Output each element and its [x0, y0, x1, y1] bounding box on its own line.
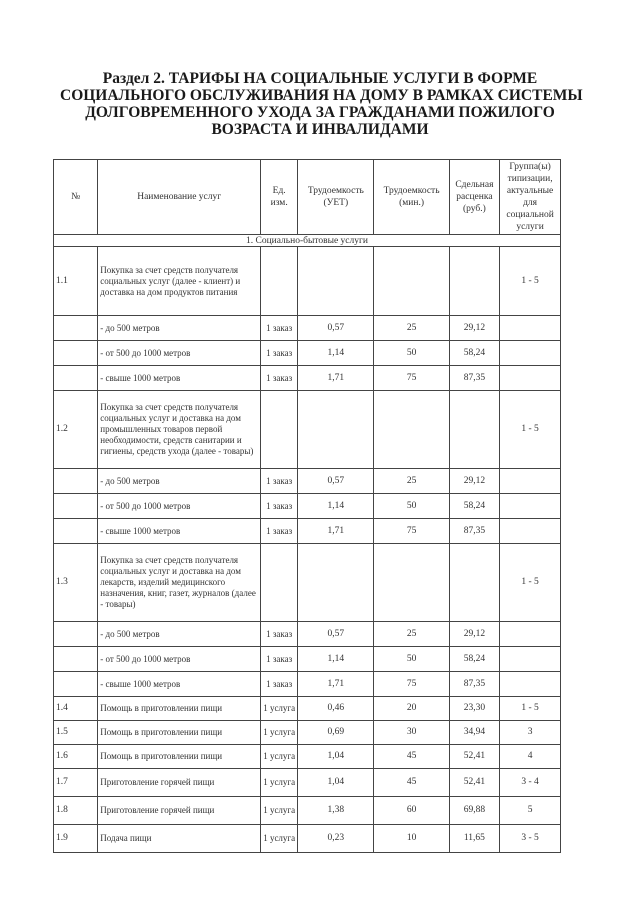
minutes-cell: 25 [374, 316, 449, 341]
price-cell: 58,24 [449, 494, 499, 519]
table-row [54, 647, 561, 672]
minutes-cell [374, 247, 449, 316]
section-row [54, 235, 561, 247]
table-row [54, 797, 561, 825]
price-cell: 52,41 [449, 745, 499, 769]
table-row [54, 622, 561, 647]
row-number: 1.6 [54, 745, 98, 769]
unit-cell: 1 заказ [261, 519, 298, 544]
row-number [54, 519, 98, 544]
tariff-table [53, 159, 561, 853]
row-number: 1.7 [54, 769, 98, 797]
uet-cell: 1,71 [298, 672, 374, 697]
row-number: 1.5 [54, 721, 98, 745]
table-row [54, 494, 561, 519]
unit-cell [261, 247, 298, 316]
table-row [54, 519, 561, 544]
uet-cell: 0,57 [298, 316, 374, 341]
unit-cell: 1 услуга [261, 769, 298, 797]
service-name: - свыше 1000 метров [98, 519, 261, 544]
service-name: - от 500 до 1000 метров [98, 647, 261, 672]
row-number [54, 341, 98, 366]
row-number: 1.1 [54, 247, 98, 316]
price-cell [449, 247, 499, 316]
table-row [54, 469, 561, 494]
minutes-cell: 25 [374, 469, 449, 494]
price-cell: 11,65 [449, 825, 499, 853]
unit-cell: 1 заказ [261, 622, 298, 647]
group-cell [500, 469, 561, 494]
price-cell: 69,88 [449, 797, 499, 825]
service-name: Покупка за счет средств получателя социальных услуг (далее - клиент) и доставка на дом продуктов питания [98, 247, 261, 316]
row-number [54, 672, 98, 697]
uet-cell [298, 391, 374, 469]
service-name: Приготовление горячей пищи [98, 797, 261, 825]
unit-cell: 1 заказ [261, 672, 298, 697]
header-minutes: Трудоемкость (мин.) [374, 160, 449, 235]
group-cell [500, 672, 561, 697]
uet-cell [298, 247, 374, 316]
price-cell: 23,30 [449, 697, 499, 721]
minutes-cell: 20 [374, 697, 449, 721]
group-cell: 3 - 5 [500, 825, 561, 853]
minutes-cell: 25 [374, 622, 449, 647]
unit-cell [261, 391, 298, 469]
uet-cell: 1,71 [298, 366, 374, 391]
price-cell [449, 391, 499, 469]
table-row [54, 697, 561, 721]
minutes-cell [374, 544, 449, 622]
group-cell: 1 - 5 [500, 391, 561, 469]
header-unit: Ед. изм. [261, 160, 298, 235]
uet-cell: 1,04 [298, 745, 374, 769]
service-name: Покупка за счет средств получателя социальных услуг и доставка на дом промышленных товаров первой необходимости, средств санитарии и гигиены, средств ухода (далее - товары) [98, 391, 261, 469]
page-title [60, 70, 583, 138]
minutes-cell: 50 [374, 341, 449, 366]
table-row [54, 391, 561, 469]
price-cell: 29,12 [449, 622, 499, 647]
unit-cell [261, 544, 298, 622]
unit-cell: 1 услуга [261, 745, 298, 769]
service-name: - от 500 до 1000 метров [98, 341, 261, 366]
unit-cell: 1 услуга [261, 797, 298, 825]
group-cell: 3 - 4 [500, 769, 561, 797]
unit-cell: 1 услуга [261, 697, 298, 721]
row-number [54, 469, 98, 494]
uet-cell: 0,57 [298, 622, 374, 647]
header-name: Наименование услуг [98, 160, 261, 235]
price-cell [449, 544, 499, 622]
row-number: 1.9 [54, 825, 98, 853]
group-cell: 1 - 5 [500, 247, 561, 316]
group-cell [500, 366, 561, 391]
row-number: 1.3 [54, 544, 98, 622]
price-cell: 58,24 [449, 341, 499, 366]
minutes-cell: 75 [374, 366, 449, 391]
row-number [54, 622, 98, 647]
minutes-cell: 45 [374, 745, 449, 769]
minutes-cell: 45 [374, 769, 449, 797]
uet-cell: 1,04 [298, 769, 374, 797]
group-cell [500, 494, 561, 519]
uet-cell: 1,71 [298, 519, 374, 544]
row-number: 1.8 [54, 797, 98, 825]
unit-cell: 1 заказ [261, 469, 298, 494]
service-name: Помощь в приготовлении пищи [98, 721, 261, 745]
minutes-cell: 75 [374, 519, 449, 544]
price-cell: 29,12 [449, 469, 499, 494]
title-line: СОЦИАЛЬНОГО ОБСЛУЖИВАНИЯ НА ДОМУ В РАМКАХ СИСТЕМЫ [60, 87, 583, 104]
section-title: 1. Социально-бытовые услуги [54, 235, 561, 247]
minutes-cell: 30 [374, 721, 449, 745]
uet-cell: 0,23 [298, 825, 374, 853]
group-cell: 5 [500, 797, 561, 825]
group-cell: 4 [500, 745, 561, 769]
title-line: ВОЗРАСТА И ИНВАЛИДАМИ [211, 121, 429, 138]
header-uet: Трудоемкость (УЕТ) [298, 160, 374, 235]
title-line: ДОЛГОВРЕМЕННОГО УХОДА ЗА ГРАЖДАНАМИ ПОЖИЛОГО [85, 104, 555, 121]
service-name: - свыше 1000 метров [98, 366, 261, 391]
service-name: Помощь в приготовлении пищи [98, 697, 261, 721]
uet-cell: 1,14 [298, 494, 374, 519]
price-cell: 58,24 [449, 647, 499, 672]
header-price: Сдельная расценка (руб.) [449, 160, 499, 235]
uet-cell: 0,57 [298, 469, 374, 494]
group-cell: 3 [500, 721, 561, 745]
table-row [54, 721, 561, 745]
row-number [54, 494, 98, 519]
minutes-cell: 50 [374, 494, 449, 519]
minutes-cell: 60 [374, 797, 449, 825]
unit-cell: 1 услуга [261, 721, 298, 745]
price-cell: 52,41 [449, 769, 499, 797]
uet-cell: 0,46 [298, 697, 374, 721]
price-cell: 34,94 [449, 721, 499, 745]
uet-cell: 1,14 [298, 341, 374, 366]
table-row [54, 316, 561, 341]
unit-cell: 1 заказ [261, 647, 298, 672]
table-row [54, 544, 561, 622]
table-row [54, 366, 561, 391]
table-row [54, 825, 561, 853]
table-row [54, 247, 561, 316]
unit-cell: 1 заказ [261, 494, 298, 519]
table-row [54, 745, 561, 769]
table-header-row [54, 160, 561, 235]
header-num: № [54, 160, 98, 235]
price-cell: 29,12 [449, 316, 499, 341]
group-cell [500, 341, 561, 366]
header-group: Группа(ы) типизации, актуальные для социальной услуги [500, 160, 561, 235]
group-cell: 1 - 5 [500, 544, 561, 622]
uet-cell: 1,38 [298, 797, 374, 825]
table-row [54, 769, 561, 797]
service-name: Помощь в приготовлении пищи [98, 745, 261, 769]
service-name: - свыше 1000 метров [98, 672, 261, 697]
service-name: Покупка за счет средств получателя социальных услуг и доставка на дом лекарств, изделий медицинского назначения, книг, газет, журналов (далее - товары) [98, 544, 261, 622]
service-name: Подача пищи [98, 825, 261, 853]
price-cell: 87,35 [449, 672, 499, 697]
service-name: - до 500 метров [98, 469, 261, 494]
minutes-cell [374, 391, 449, 469]
service-name: - до 500 метров [98, 316, 261, 341]
minutes-cell: 75 [374, 672, 449, 697]
group-cell [500, 622, 561, 647]
minutes-cell: 50 [374, 647, 449, 672]
service-name: - от 500 до 1000 метров [98, 494, 261, 519]
title-line: Раздел 2. ТАРИФЫ НА СОЦИАЛЬНЫЕ УСЛУГИ В ФОРМЕ [102, 70, 538, 87]
uet-cell: 1,14 [298, 647, 374, 672]
row-number: 1.2 [54, 391, 98, 469]
table-row [54, 672, 561, 697]
row-number: 1.4 [54, 697, 98, 721]
row-number [54, 316, 98, 341]
group-cell: 1 - 5 [500, 697, 561, 721]
uet-cell [298, 544, 374, 622]
price-cell: 87,35 [449, 366, 499, 391]
unit-cell: 1 заказ [261, 316, 298, 341]
unit-cell: 1 услуга [261, 825, 298, 853]
minutes-cell: 10 [374, 825, 449, 853]
group-cell [500, 316, 561, 341]
price-cell: 87,35 [449, 519, 499, 544]
group-cell [500, 519, 561, 544]
row-number [54, 647, 98, 672]
unit-cell: 1 заказ [261, 366, 298, 391]
uet-cell: 0,69 [298, 721, 374, 745]
unit-cell: 1 заказ [261, 341, 298, 366]
row-number [54, 366, 98, 391]
service-name: - до 500 метров [98, 622, 261, 647]
table-row [54, 341, 561, 366]
group-cell [500, 647, 561, 672]
service-name: Приготовление горячей пищи [98, 769, 261, 797]
